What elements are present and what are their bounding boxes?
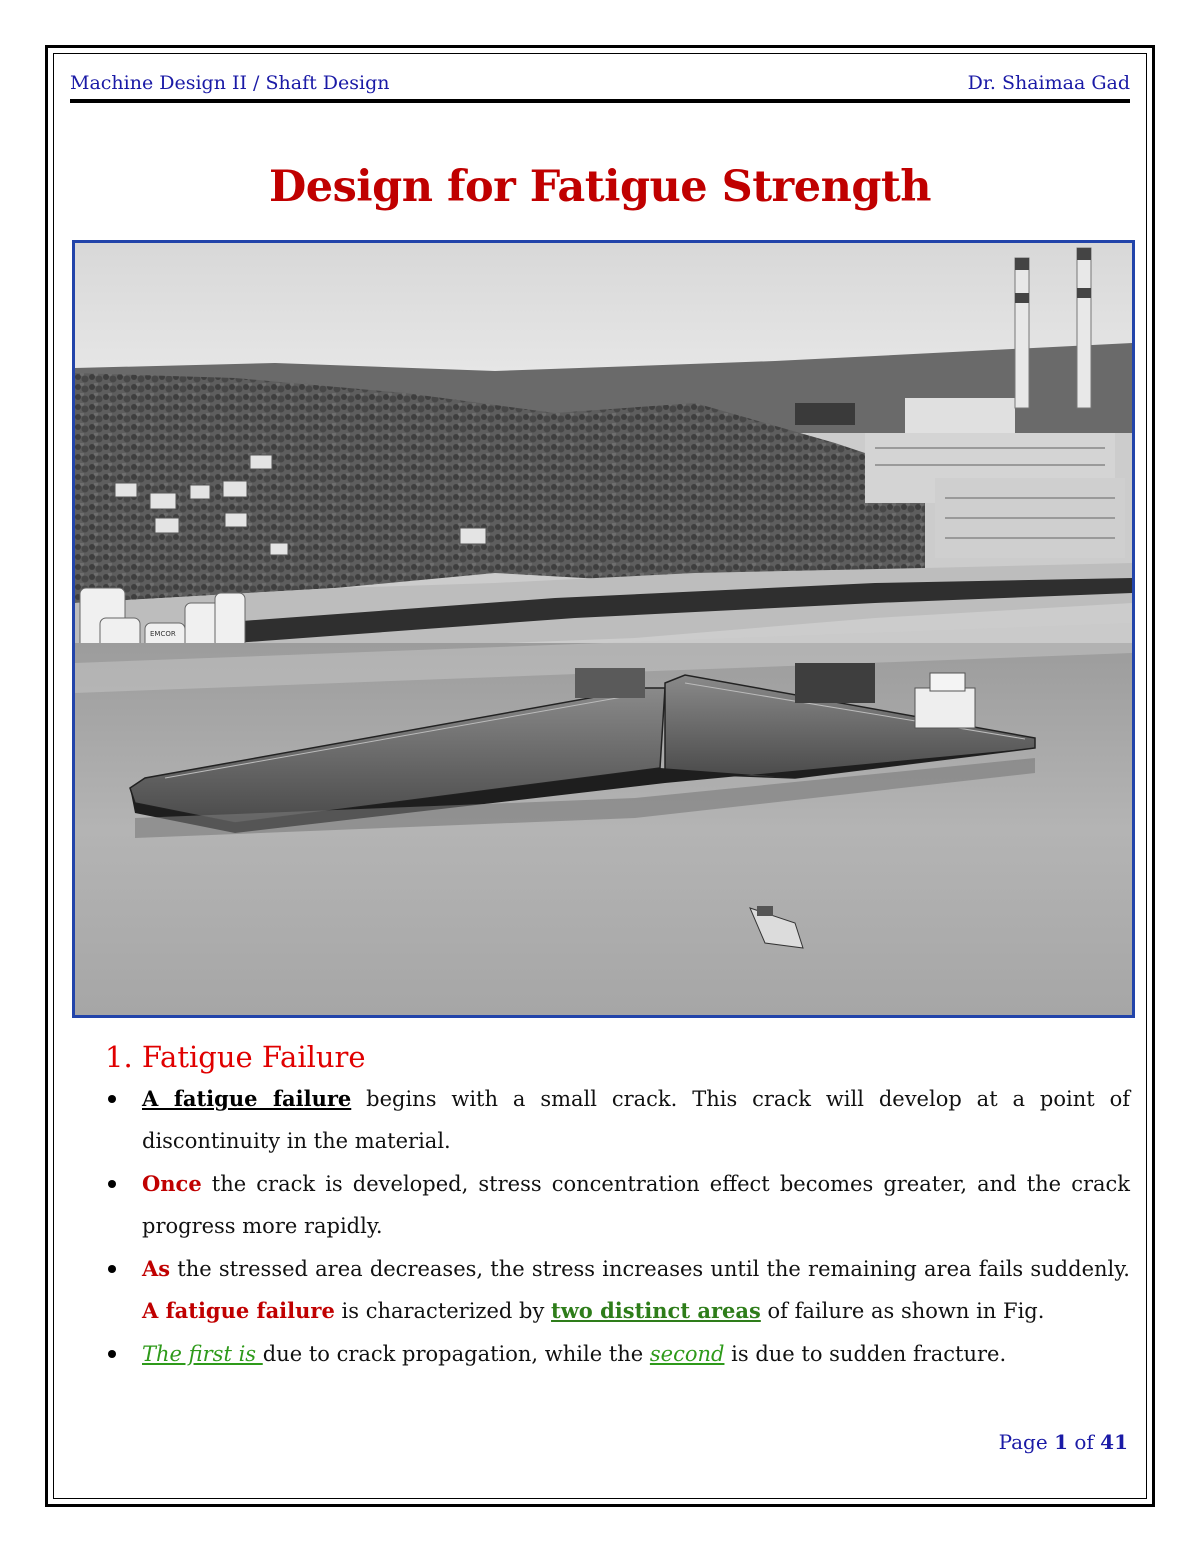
header-author: Dr. Shaimaa Gad [967,72,1130,94]
bullet-text: begins with a small crack. This crack will develop at a point of discontinuity in the material. [142,1087,1130,1153]
bullet-keyword: Once [142,1171,202,1196]
page-word: Page [998,1430,1055,1454]
page-number [999,1430,1128,1454]
bullet-icon [108,1350,116,1358]
bullet-item [100,1248,1130,1332]
bullet-icon [108,1180,116,1188]
bullet-keyword: As [142,1256,171,1281]
bullet-text: the crack is developed, stress concentration effect becomes greater, and the crack progress more rapidly. [142,1172,1130,1238]
bullet-text: the stressed area decreases, the stress increases until the remaining area fails suddenly. [170,1257,1130,1281]
bullet-text: of failure as shown in Fig. [760,1299,1045,1323]
page-total: 41 [1100,1430,1128,1454]
bullet-keyword-green: The first is [142,1342,263,1366]
bullet-text: is due to sudden fracture. [724,1342,1007,1366]
header-course-title: Machine Design II / Shaft Design [70,72,390,94]
bullet-icon [108,1095,116,1103]
bullet-keyword-green: second [649,1342,725,1366]
bullet-list [100,1078,1130,1376]
page-title: Design for Fatigue Strength [268,162,932,212]
bullet-item [100,1078,1130,1162]
photo-illustration [75,243,1132,1015]
bullet-text: due to crack propagation, while the [262,1342,650,1366]
bullet-keyword: A fatigue failure [142,1086,352,1111]
page-header [70,72,1130,100]
broken-tanker-photo [72,240,1135,1018]
bullet-keyword-red: A fatigue failure [142,1298,335,1323]
bullet-item [100,1163,1130,1247]
tank-label: EMCOR [150,630,176,638]
page-current: 1 [1054,1430,1068,1454]
header-rule [70,99,1130,103]
bullet-text: is characterized by [334,1299,552,1323]
bullet-item [100,1333,1130,1375]
bullet-keyword-green: two distinct areas [551,1298,761,1323]
section-heading: 1. Fatigue Failure [105,1040,366,1074]
page-of-word: of [1067,1430,1101,1454]
bullet-icon [108,1265,116,1273]
